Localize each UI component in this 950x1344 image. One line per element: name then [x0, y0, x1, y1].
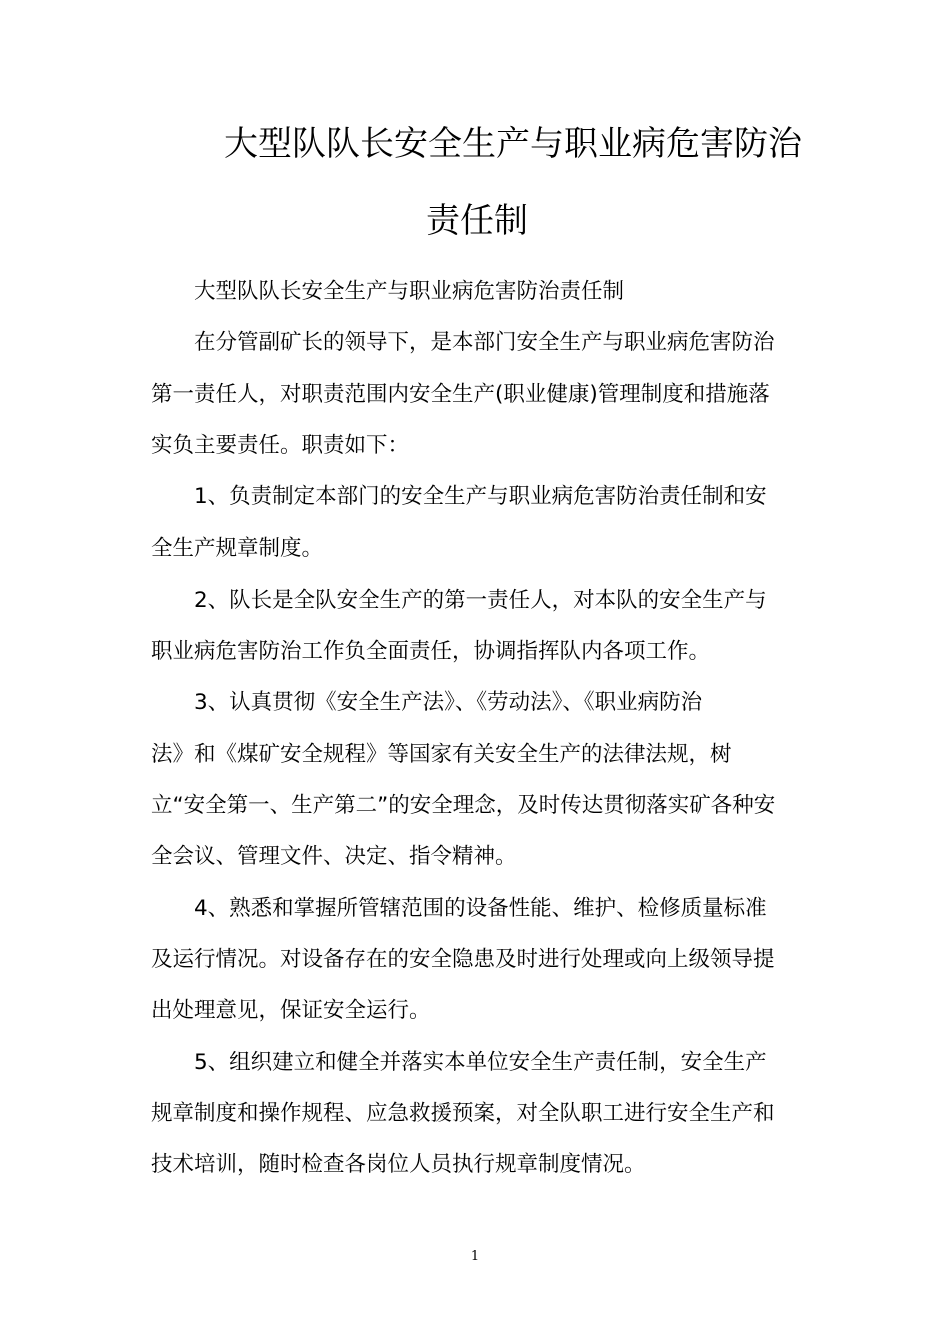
paragraph-line: 职业病危害防治工作负全面责任，协调指挥队内各项工作。: [151, 639, 711, 664]
subtitle-line: 大型队队长安全生产与职业病危害防治责任制: [194, 279, 625, 304]
document-title-line-1: 大型队队长安全生产与职业病危害防治: [224, 124, 802, 164]
paragraph-line: 及运行情况。对设备存在的安全隐患及时进行处理或向上级领导提: [151, 947, 775, 972]
paragraph-line: 全会议、管理文件、决定、指令精神。: [151, 844, 517, 869]
paragraph-line: 技术培训，随时检查各岗位人员执行规章制度情况。: [151, 1152, 646, 1177]
paragraph-line: 规章制度和操作规程、应急救援预案，对全队职工进行安全生产和: [151, 1101, 775, 1126]
paragraph-line: 1、负责制定本部门的安全生产与职业病危害防治责任制和安: [194, 484, 767, 509]
paragraph-line: 5、组织建立和健全并落实本单位安全生产责任制，安全生产: [194, 1050, 767, 1075]
paragraph-line: 出处理意见，保证安全运行。: [151, 998, 431, 1023]
page-number: 1: [470, 1249, 480, 1264]
paragraph-line: 3、认真贯彻《安全生产法》、《劳动法》、《职业病防治: [194, 690, 703, 715]
paragraph-line: 在分管副矿长的领导下，是本部门安全生产与职业病危害防治: [194, 330, 775, 355]
paragraph-line: 第一责任人，对职责范围内安全生产(职业健康)管理制度和措施落: [151, 382, 770, 407]
paragraph-line: 法》和《煤矿安全规程》等国家有关安全生产的法律法规，树: [151, 742, 732, 767]
paragraph-line: 2、队长是全队安全生产的第一责任人，对本队的安全生产与: [194, 588, 767, 613]
paragraph-line: 立“安全第一、生产第二”的安全理念，及时传达贯彻落实矿各种安: [151, 793, 776, 818]
paragraph-line: 4、熟悉和掌握所管辖范围的设备性能、维护、检修质量标准: [194, 896, 767, 921]
paragraph-line: 全生产规章制度。: [151, 536, 324, 561]
document-title-line-2: 责任制: [426, 201, 528, 241]
paragraph-line: 实负主要责任。职责如下：: [151, 433, 410, 458]
